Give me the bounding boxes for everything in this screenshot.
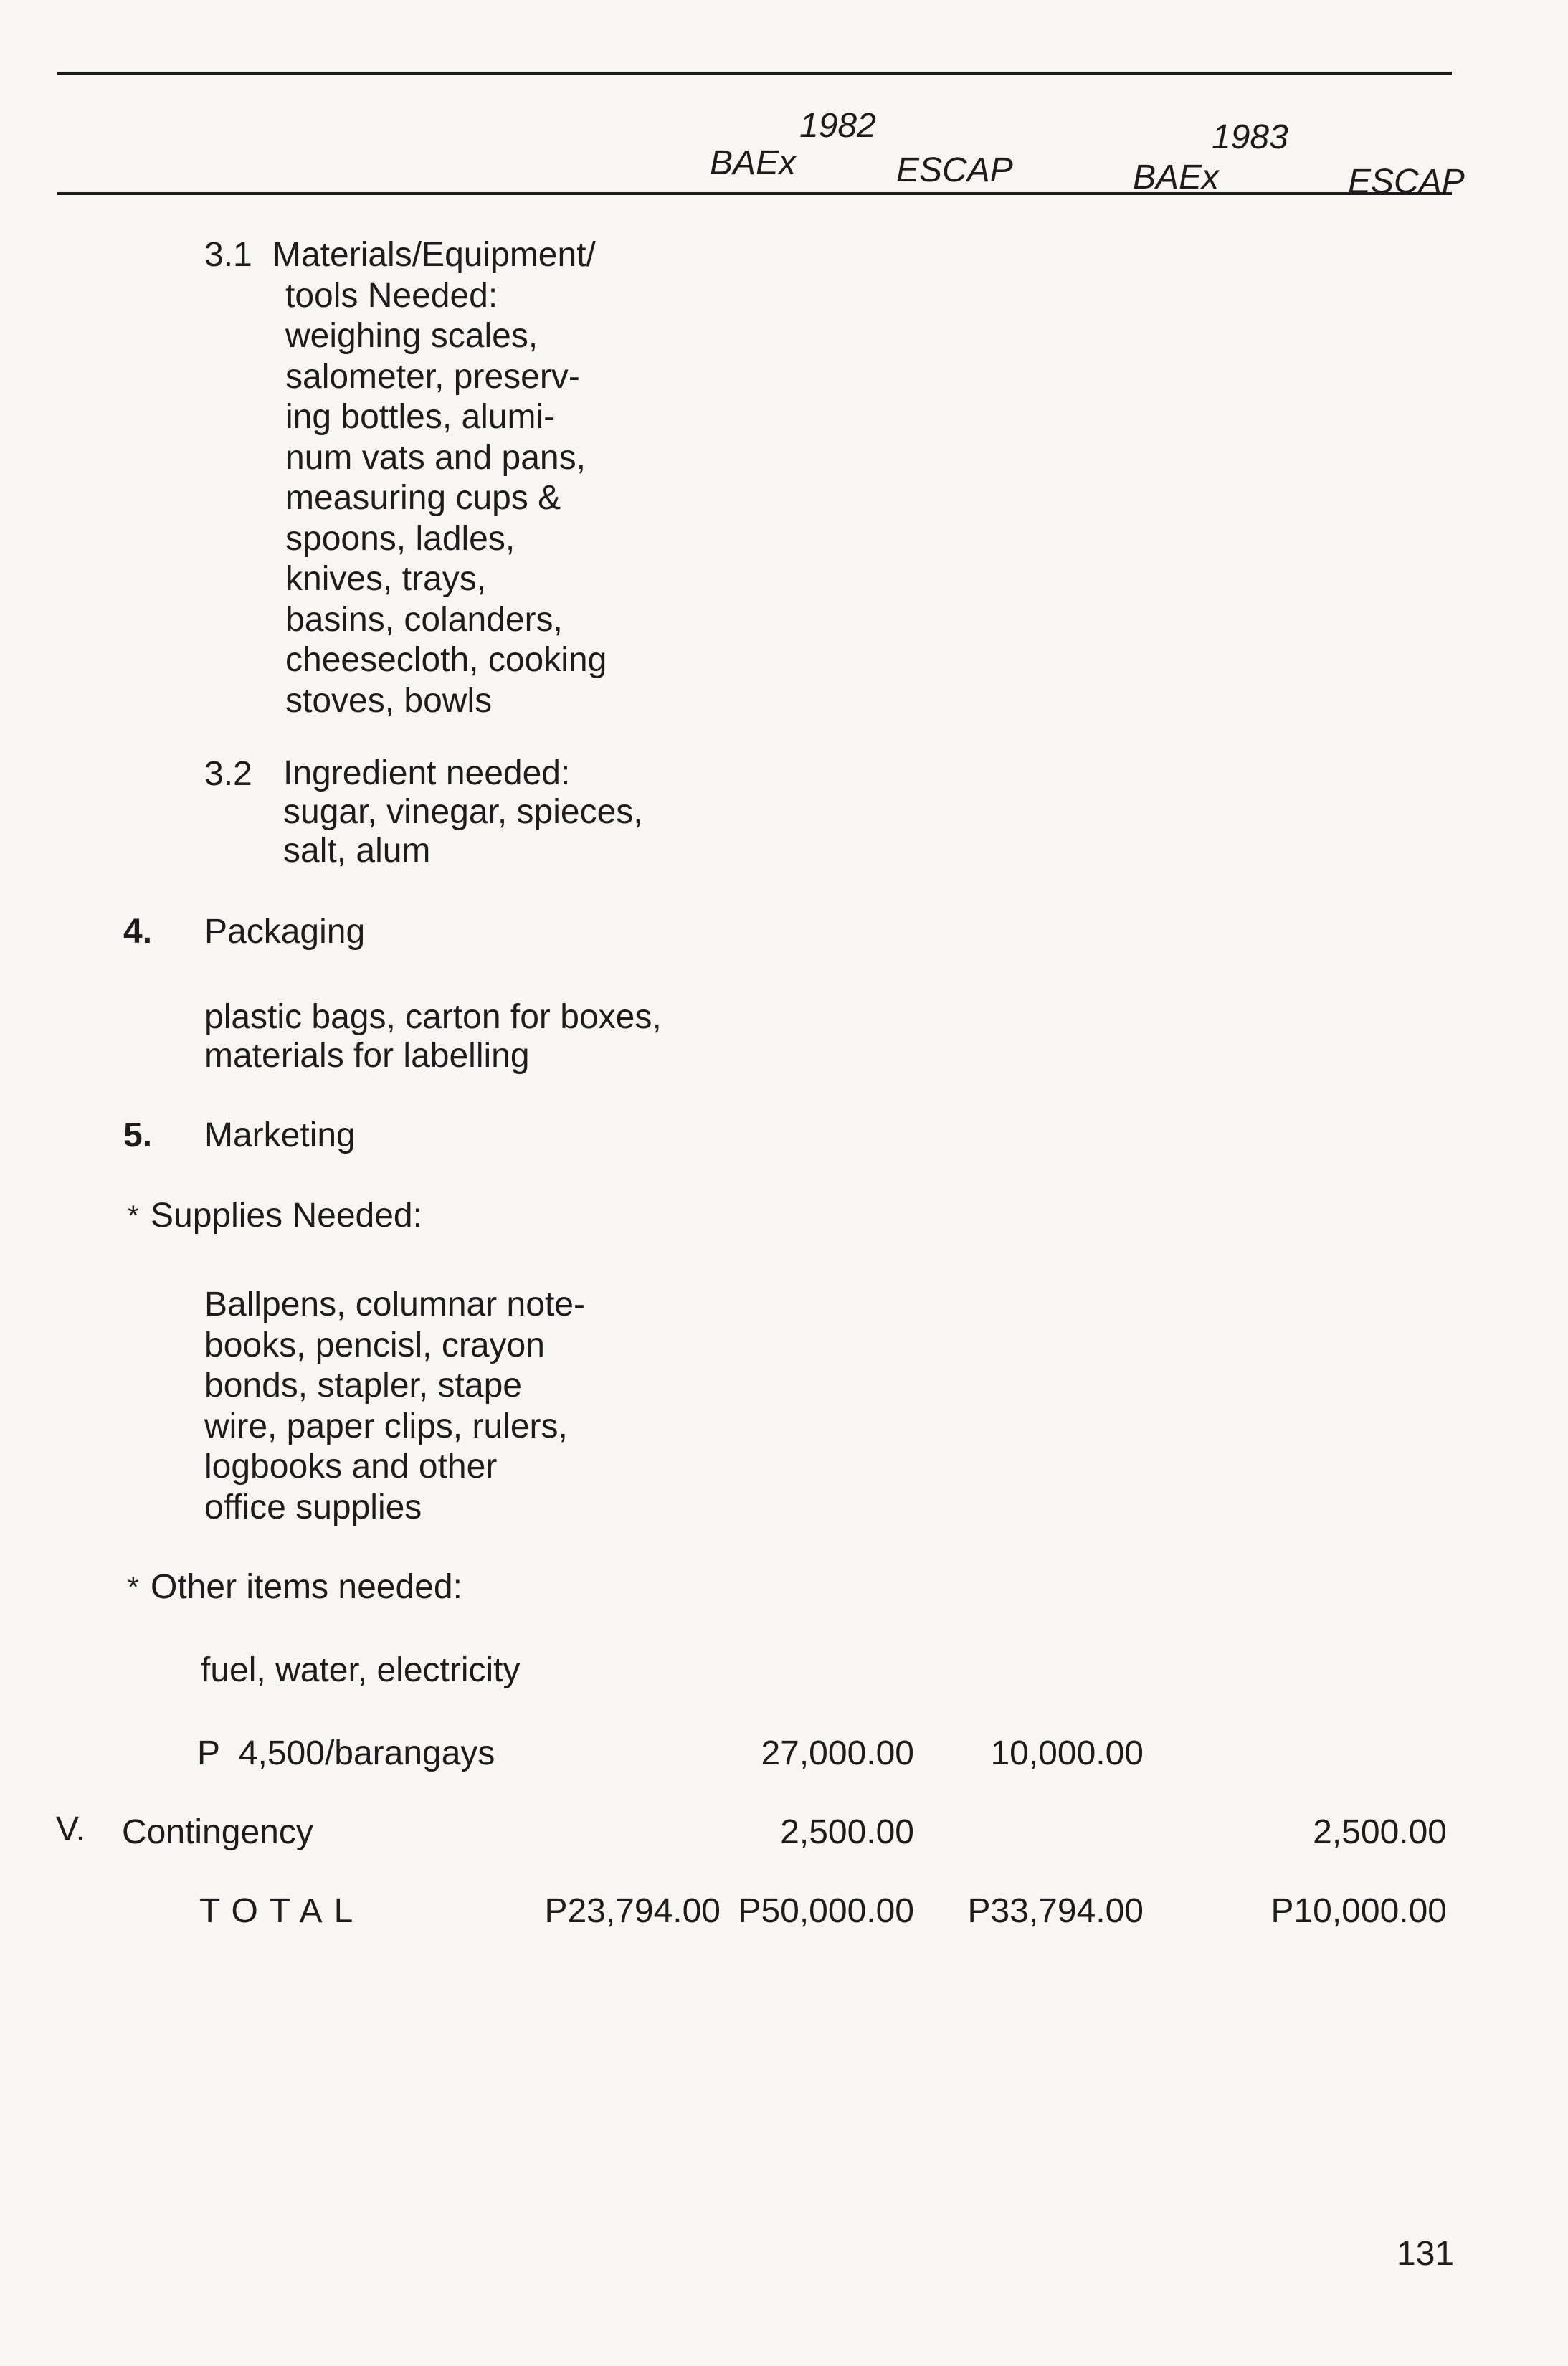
col-baex-1983-heading: BAEx [1133, 158, 1220, 196]
barangays-label: P 4,500/barangays [197, 1734, 495, 1772]
other-items-line: fuel, water, electricity [201, 1651, 521, 1689]
year-1983-heading: 1983 [1212, 118, 1288, 156]
year-1982-heading: 1982 [799, 107, 876, 145]
supplies-line: bonds, stapler, stape [204, 1367, 522, 1405]
supplies-bullet: * [128, 1200, 139, 1232]
total-baex-1983: P33,794.00 [967, 1892, 1144, 1930]
header-top-rule [57, 72, 1452, 75]
section-3-1-line: measuring cups & [285, 479, 561, 517]
section-3-1-line: cheesecloth, cooking [285, 641, 607, 679]
section-3-1-line: stoves, bowls [285, 681, 493, 720]
section-3-1-line: spoons, ladles, [285, 519, 515, 558]
supplies-line: books, pencisl, crayon [204, 1326, 545, 1364]
supplies-line: logbooks and other [204, 1448, 498, 1486]
section-3-2-line: salt, alum [283, 832, 431, 870]
section-4-text [204, 998, 662, 1075]
section-3-1-line: salometer, preserv- [285, 357, 580, 396]
col-baex-1982-heading: BAEx [710, 144, 797, 182]
section-4-line: plastic bags, carton for boxes, [204, 998, 662, 1036]
section-3-2-text [283, 754, 643, 870]
section-3-1-line: Materials/Equipment/ [272, 236, 596, 274]
section-5-title: Marketing [204, 1116, 356, 1154]
section-3-2-line: sugar, vinegar, spieces, [283, 793, 643, 831]
other-items-bullet: * [128, 1572, 139, 1603]
other-items-title: Other items needed: [151, 1568, 462, 1606]
total-baex-1982: P23,794.00 [544, 1892, 721, 1930]
supplies-title: Supplies Needed: [151, 1197, 422, 1235]
page-number: 131 [1397, 2235, 1455, 2273]
section-3-1-line: tools Needed: [285, 276, 498, 315]
section-4-line: materials for labelling [204, 1037, 530, 1075]
section-3-1-line: num vats and pans, [285, 438, 586, 477]
contingency-numeral: V. [56, 1810, 85, 1848]
barangays-escap-1982: 27,000.00 [761, 1734, 914, 1772]
total-label: TOTAL [199, 1892, 365, 1930]
section-3-1-line: basins, colanders, [285, 600, 563, 639]
contingency-escap-1982: 2,500.00 [780, 1813, 914, 1851]
section-4-title: Packaging [204, 913, 366, 951]
supplies-line: office supplies [204, 1488, 422, 1526]
header-bottom-rule [57, 192, 1452, 195]
section-3-1-line: ing bottles, alumi- [285, 398, 556, 436]
supplies-line: Ballpens, columnar note- [204, 1286, 585, 1324]
col-escap-1983-heading: ESCAP [1348, 163, 1465, 201]
section-3-1-line: weighing scales, [285, 317, 538, 355]
section-3-2-number: 3.2 [204, 755, 252, 793]
contingency-escap-1983: 2,500.00 [1313, 1813, 1447, 1851]
total-escap-1982: P50,000.00 [738, 1892, 914, 1930]
contingency-label: Contingency [122, 1813, 313, 1851]
total-escap-1983: P10,000.00 [1270, 1892, 1447, 1930]
barangays-baex-1983: 10,000.00 [990, 1734, 1144, 1772]
section-4-number: 4. [123, 913, 153, 951]
section-3-2-line: Ingredient needed: [283, 754, 571, 792]
col-escap-1982-heading: ESCAP [896, 151, 1013, 189]
section-3-1-text [272, 235, 607, 721]
other-items-text [201, 1650, 521, 1691]
supplies-text [204, 1285, 585, 1528]
section-3-1-line: knives, trays, [285, 560, 487, 598]
section-5-number: 5. [123, 1116, 153, 1154]
section-3-1-number: 3.1 [204, 236, 252, 274]
supplies-line: wire, paper clips, rulers, [204, 1407, 568, 1445]
